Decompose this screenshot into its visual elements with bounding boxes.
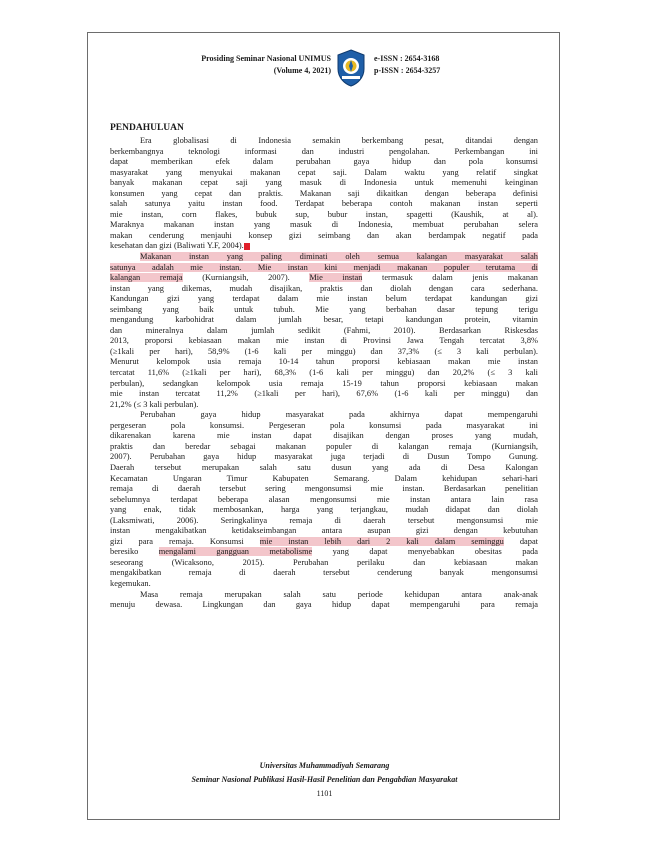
- text-line: Perubahan gaya hidup masyarakat pada akhirnya dapat mempengaruhi: [140, 410, 538, 420]
- text-line: masyarakat yang menyukai makanan cepat saji. Dalam waktu yang relatif singkat: [110, 167, 538, 177]
- text-line: Daerah tersebut merupakan salah satu dusun yang ada di Desa Kalongan: [110, 462, 538, 472]
- text-line: sebelumnya terdapat beberapa alasan mengonsumsi mie instan antara lain rasa: [110, 494, 538, 504]
- text-line: makan cenderung menjauhi konsep gizi seimbang dan akan berdampak negatif pada: [110, 230, 538, 240]
- text-line: [110, 241, 538, 252]
- footer-seminar: Seminar Nasional Publikasi Hasil-Hasil Penelitian dan Pengabdian Masyarakat: [191, 775, 458, 784]
- page-header: [196, 47, 496, 93]
- text-line: mengakibatkan remaja di daerah tersebut cenderung banyak mengonsumsi: [110, 568, 538, 578]
- text-line: Maraknya makanan instan yang masuk di Indonesia, membuat perubahan selera: [110, 220, 538, 230]
- text-line: praktis dan beredar sebagai makanan populer di kalangan remaja (Kurniangsih,: [110, 441, 538, 451]
- text-line: 2013, proporsi kebiasaan makan mie instan di Provinsi Jawa Tengah tercatat 3,8%: [110, 336, 538, 346]
- text-line: seseorang (Wicaksono, 2015). Perubahan perilaku dan kebiasaan makan: [110, 557, 538, 567]
- text-line: Kandungan gizi yang terdapat dalam mie instan belum terdapat kandungan gizi: [110, 294, 538, 304]
- text-segment: dapat: [503, 536, 538, 546]
- text-line: berkembangnya teknologi informasi dan industri pengolahan. Perkembangan ini: [110, 146, 538, 156]
- page-number: 1101: [316, 789, 333, 798]
- proceeding-title: Prosiding Seminar Nasional UNIMUS: [201, 54, 331, 63]
- proceeding-volume: (Volume 4, 2021): [273, 66, 331, 75]
- text-line: pergeseran pola konsumsi. Pergeseran pola konsumsi pada masyarakat ini: [110, 420, 538, 430]
- document-page: [87, 32, 560, 820]
- body-text: [110, 136, 538, 611]
- text-line: perbulan), sedangkan kelompok usia remaja 15-19 tahun proporsi kebiasaan makan: [110, 378, 538, 388]
- text-segment: yang dapat menyebabkan obesitas pada: [312, 547, 538, 557]
- text-segment: beresiko: [110, 547, 159, 557]
- text-line: mie instan tercatat 11,2% (≥1kali per hari), 67,6% (1-6 kali per minggu) dan: [110, 389, 538, 399]
- text-line: salah satunya yaitu instan food. Terdapat beberapa contoh makanan instan seperti: [110, 199, 538, 209]
- text-line: 2007). Perubahan gaya hidup masyarakat juga terjadi di Dusun Tompo Gunung.: [110, 452, 538, 462]
- text-line: 21,2% (≤ 3 kali perbulan).: [110, 399, 199, 409]
- text-line: seimbang yang baik untuk tubuh. Mie yang berbahan dasar tepung terigu: [110, 304, 538, 314]
- paragraph-4: [110, 590, 538, 611]
- highlighted-text: Makanan instan yang paling diminati oleh semua kalangan masyarakat salah: [140, 252, 538, 262]
- text-segment: termasuk dalam jenis makanan: [362, 273, 538, 283]
- paragraph-3: [110, 410, 538, 589]
- text-segment: (Kurniangsih, 2007).: [182, 273, 310, 283]
- text-line: mengandung karbohidrat dalam jumlah besar, tetapi kandungan protein, vitamin: [110, 315, 538, 325]
- text-line: Kecamatan Ungaran Timur Kabupaten Semarang. Dalam kehidupan sehari-hari: [110, 473, 538, 483]
- footer-university: Universitas Muhammadiyah Semarang: [259, 761, 390, 770]
- text-line: Era globalisasi di Indonesia semakin berkembang pesat, ditandai dengan: [140, 136, 538, 145]
- e-issn: e-ISSN : 2654-3168: [374, 54, 440, 63]
- text-line: [110, 537, 538, 548]
- text-line: (≥1kali per hari), 58,9% (1-6 kali per minggu) dan 37,3% (≤ 3 kali perbulan).: [110, 346, 538, 356]
- text-line: dapat memberikan efek dalam perubahan gaya hidup dan pola konsumsi: [110, 157, 538, 167]
- paragraph-1: [110, 136, 538, 252]
- text-line: (Laksmiwati, 2006). Seringkalinya remaja di daerah tersebut mengonsumsi mie: [110, 515, 538, 525]
- text-line: konsumen yang cepat dan praktis. Makanan saji dikaitkan dengan beberapa definisi: [110, 188, 538, 198]
- text-line: instan yang dikemas, mudah disajikan, praktis dan diolah dengan cara sederhana.: [110, 283, 538, 293]
- unimus-seal-logo-icon: [336, 49, 366, 87]
- text-line: [110, 273, 538, 284]
- highlighted-text: satunya adalah mie instan. Mie instan kini menjadi makanan populer terutama di: [110, 262, 538, 272]
- highlighted-text: Mie instan: [309, 273, 363, 283]
- text-line: [110, 547, 538, 558]
- page-footer: [88, 759, 561, 801]
- text-line: [110, 252, 538, 263]
- text-line: yang enak, tidak membosankan, harga yang terjangkau, mudah didapat dan diolah: [110, 505, 538, 515]
- text-line: banyak makanan cepat saji yang masuk di Indonesia untuk memenuhi keinginan: [110, 178, 538, 188]
- text-line: kegemukan.: [110, 578, 151, 588]
- text-line: [110, 263, 538, 274]
- red-marker: [244, 243, 250, 250]
- highlighted-text: mie instan lebih dari 2 kali dalam seminggu: [259, 536, 504, 546]
- text-line: Masa remaja merupakan salah satu periode kehidupan antara anak-anak: [140, 589, 538, 599]
- highlighted-text: kalangan remaja: [110, 273, 183, 283]
- text-line: instan mengakibatkan ketidakseimbangan antara asupan gizi dengan kebutuhan: [110, 526, 538, 536]
- text-line: dikarenakan karena mie instan dapat disajikan dengan proses yang mudah,: [110, 431, 538, 441]
- highlighted-text: mengalami gangguan metabolisme: [158, 547, 313, 557]
- text-line: mie instan, corn flakes, bubuk sup, bubur instan, spagetti (Kaushik, at al).: [110, 209, 538, 219]
- text-line: dan mineralnya dalam jumlah sedikit (Fahmi, 2010). Berdasarkan Riskesdas: [110, 325, 538, 335]
- text-line: Menurut kelompok usia remaja 10-14 tahun proporsi kebiasaan makan mie instan: [110, 357, 538, 367]
- section-title: PENDAHULUAN: [110, 123, 184, 133]
- header-left: [196, 53, 331, 77]
- paragraph-2: [110, 252, 538, 410]
- text-segment: gizi para remaja. Konsumsi: [110, 536, 260, 546]
- text-line-content: kesehatan dan gizi (Baliwati Y.F, 2004).: [110, 241, 244, 251]
- header-right: [374, 53, 494, 77]
- p-issn: p-ISSN : 2654-3257: [374, 66, 441, 75]
- text-line: remaja di daerah tersebut sering mengonsumsi mie instan. Berdasarkan penelitian: [110, 484, 538, 494]
- text-line: menuju dewasa. Lingkungan dan gaya hidup dapat mempengaruhi para remaja: [110, 600, 538, 610]
- text-line: tercatat 11,6% (≥1kali per hari), 68,3% (1-6 kali per minggu) dan 20,2% (≤ 3 kali: [110, 368, 538, 378]
